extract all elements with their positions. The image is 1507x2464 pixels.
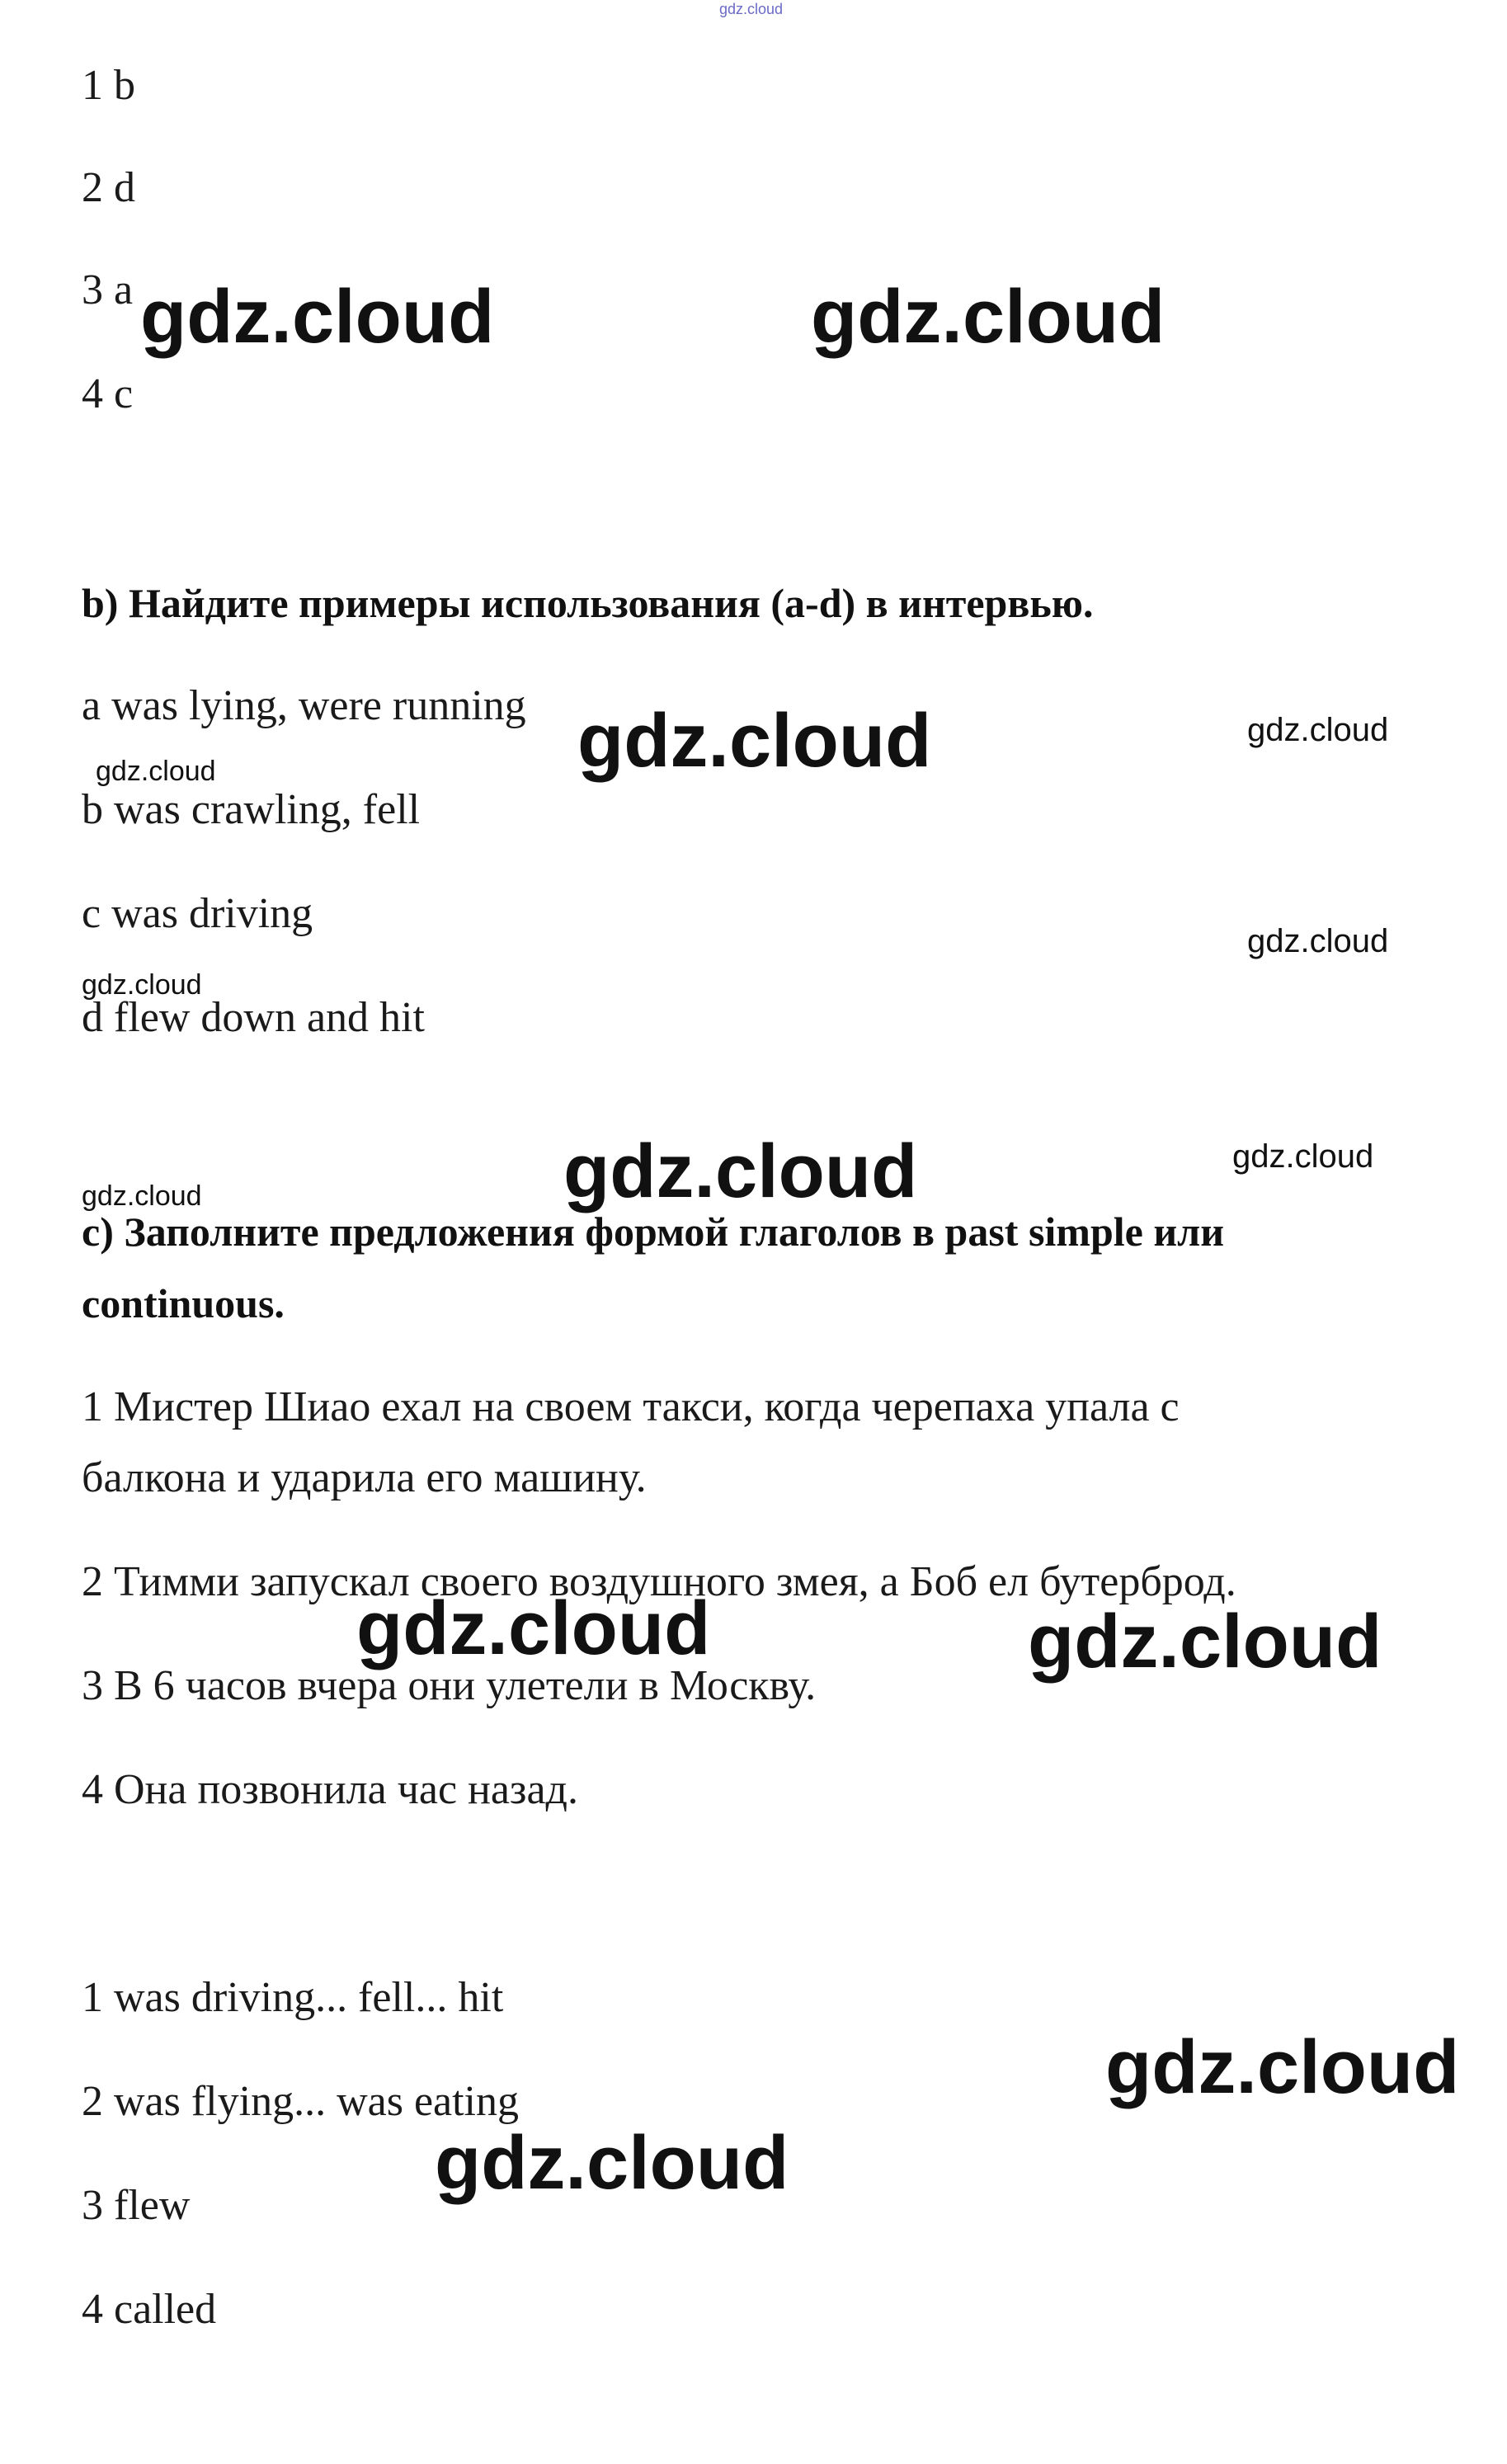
watermark-6: gdz.cloud [1247, 923, 1389, 959]
answer-a-4: 4 c [82, 370, 134, 417]
watermark-11: gdz.cloud [356, 1586, 711, 1670]
watermark-1: gdz.cloud [140, 275, 495, 359]
watermark-12: gdz.cloud [1028, 1599, 1382, 1684]
section-c-heading-line2: continuous. [82, 1280, 285, 1326]
translation-line-4: 3 В 6 часов вчера они улетели в Москву. [82, 1662, 817, 1709]
answer-a-3: 3 a [82, 266, 134, 313]
watermark-5: gdz.cloud [96, 756, 216, 787]
section-b-heading: b) Найдите примеры использования (a-d) в интервью. [82, 580, 1094, 626]
answer-b-a: a was lying, were running [82, 682, 526, 729]
answer-b-b: b was crawling, fell [82, 786, 421, 833]
translation-line-1: 1 Мистер Шиао ехал на своем такси, когда черепаха упала с [82, 1383, 1180, 1430]
watermark-13: gdz.cloud [1105, 2025, 1460, 2109]
watermark-7: gdz.cloud [82, 969, 202, 1001]
answer-b-d: d flew down and hit [82, 994, 425, 1041]
watermark-top: gdz.cloud [719, 1, 784, 17]
watermark-10: gdz.cloud [82, 1180, 202, 1212]
translation-line-3: 2 Тимми запускал своего воздушного змея, а Боб ел бутерброд. [82, 1558, 1236, 1605]
answer-c-4: 4 called [82, 2286, 217, 2333]
answer-b-c: c was driving [82, 890, 313, 937]
answer-a-1: 1 b [82, 62, 135, 109]
watermark-9: gdz.cloud [1232, 1138, 1374, 1175]
watermark-3: gdz.cloud [577, 699, 932, 783]
answer-c-3: 3 flew [82, 2182, 191, 2229]
translation-line-2: балкона и ударила его машину. [82, 1454, 647, 1501]
watermark-8: gdz.cloud [563, 1129, 918, 1213]
answer-c-1: 1 was driving... fell... hit [82, 1974, 504, 2021]
answer-c-2: 2 was flying... was eating [82, 2078, 520, 2125]
translation-line-5: 4 Она позвонила час назад. [82, 1766, 579, 1813]
watermark-14: gdz.cloud [435, 2121, 789, 2205]
watermark-2: gdz.cloud [811, 275, 1166, 359]
section-c-heading-line1: c) Заполните предложения формой глаголов в past simple или [82, 1208, 1225, 1255]
answer-a-2: 2 d [82, 164, 135, 211]
watermark-4: gdz.cloud [1247, 712, 1389, 748]
